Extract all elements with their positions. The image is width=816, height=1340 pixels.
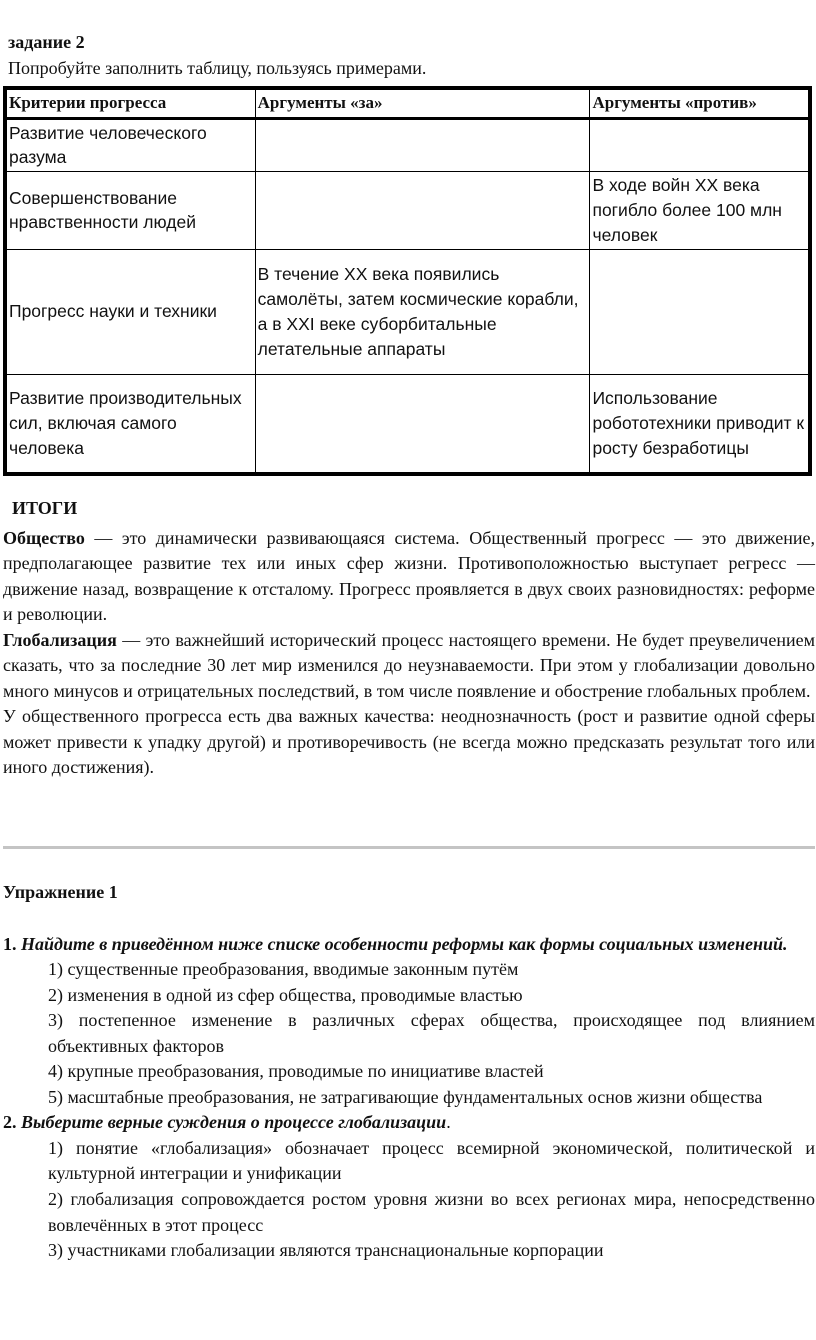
section-divider (3, 846, 815, 849)
cell-con: Использование робототехники приводит к росту безработицы (590, 374, 810, 474)
question-1-text: Найдите в приведённом ниже списке особенности реформы как формы социальных изменений. (16, 933, 788, 954)
term-society: Общество (3, 527, 85, 548)
term-globalization: Глобализация (3, 629, 117, 650)
cell-con: В ходе войн XX века погибло более 100 млн человек (590, 172, 810, 250)
question-1-option: 1) существенные преобразования, вводимые законным путём (48, 959, 519, 980)
cell-pro (255, 374, 590, 474)
table-row (5, 118, 810, 172)
cell-con (590, 118, 810, 172)
question-1-option: 5) масштабные преобразования, не затрагивающие фундаментальных основ жизни общества (48, 1086, 763, 1107)
results-paragraph-globalization (3, 628, 815, 705)
question-1-option: 4) крупные преобразования, проводимые по инициативе властей (48, 1061, 544, 1082)
question-1 (3, 932, 815, 958)
results-section (3, 496, 815, 781)
question-2-number: 2. (3, 1112, 17, 1133)
header-pro: Аргументы «за» (255, 88, 590, 118)
table-row (5, 249, 810, 374)
globalization-definition: — это важнейший исторический процесс настоящего времени. Не будет преувеличением сказать, что за последние 30 лет мир изменился до неузнаваемости. При этом у глобализации довольно много минусов и отрицательных последствий, в том числе появление и обострение глобальных проблем. (3, 629, 815, 701)
table-row (5, 172, 810, 250)
header-criteria: Критерии прогресса (5, 88, 255, 118)
cell-con (590, 249, 810, 374)
exercise-section (3, 880, 815, 1264)
criteria-table (3, 86, 812, 476)
cell-pro (255, 172, 590, 250)
results-paragraph-society (3, 526, 815, 628)
results-paragraph-progress: У общественного прогресса есть два важных качества: неоднозначность (рост и развитие одной сферы может привести к упадку другой) и противоречивость (не всегда можно предсказать результат того или иного достижения). (3, 706, 815, 778)
society-definition: — это динамически развивающаяся система. Общественный прогресс — это движение, предполагающее развитие тех или иных сфер жизни. Противоположностью выступает регресс — движение назад, возвращение к отсталому. Прогресс проявляется в двух своих разновидностях: реформе и революции. (3, 527, 815, 625)
question-1-number: 1. (3, 933, 17, 954)
task-title: задание 2 (8, 32, 85, 52)
question-1-option: 3) постепенное изменение в различных сферах общества, происходящее под влиянием объективных факторов (48, 1010, 815, 1056)
question-2 (3, 1110, 815, 1136)
cell-criterion: Развитие человеческого разума (5, 118, 255, 172)
table-header-row (5, 88, 810, 118)
cell-pro (255, 118, 590, 172)
question-2-dot: . (446, 1112, 451, 1133)
task-instruction: Попробуйте заполнить таблицу, пользуясь примерами. (8, 58, 427, 78)
header-con: Аргументы «против» (590, 88, 810, 118)
question-1-option: 2) изменения в одной из сфер общества, проводимые властью (48, 984, 523, 1005)
question-2-text: Выберите верные суждения о процессе глобализации (16, 1112, 447, 1133)
cell-criterion: Развитие производительных сил, включая самого человека (5, 374, 255, 474)
cell-criterion: Совершенствование нравственности людей (5, 172, 255, 250)
question-2-option: 3) участниками глобализации являются транснациональные корпорации (48, 1240, 604, 1261)
cell-pro: В течение XX века появились самолёты, затем космические корабли, а в XXI веке суборбитальные летательные аппараты (255, 249, 590, 374)
results-heading: ИТОГИ (12, 498, 78, 518)
question-2-option: 1) понятие «глобализация» обозначает процесс всемирной экономической, политической и культурной интеграции и унификации (48, 1137, 815, 1184)
exercise-title: Упражнение 1 (3, 882, 118, 902)
table-row (5, 374, 810, 474)
question-2-option: 2) глобализация сопровождается ростом уровня жизни во всех регионах мира, непосредственно вовлечённых в этот процесс (48, 1189, 815, 1235)
cell-criterion: Прогресс науки и техники (5, 249, 255, 374)
